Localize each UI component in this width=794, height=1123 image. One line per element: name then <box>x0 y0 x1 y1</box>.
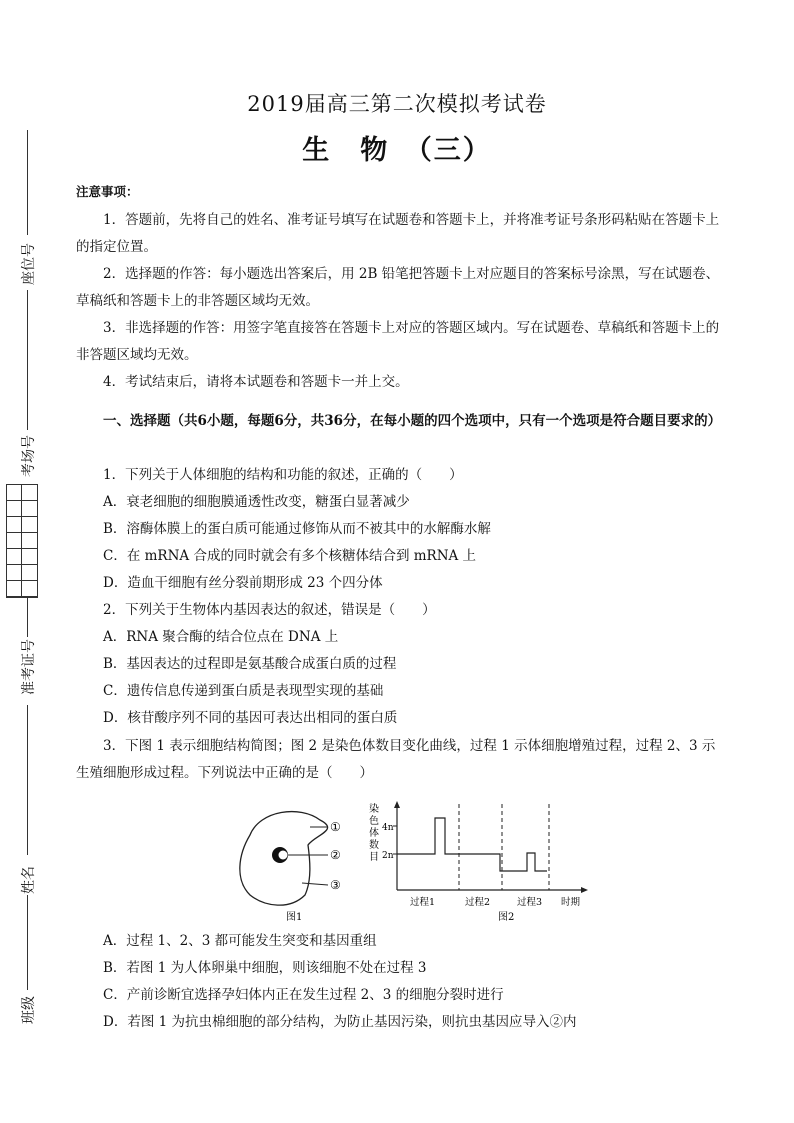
fig1-label-3: ③ <box>330 878 341 892</box>
number-box-grid <box>6 484 38 598</box>
fig1-caption: 图1 <box>286 912 303 923</box>
seat-label: 座位号 <box>21 243 37 285</box>
figure2-chromosome-curve <box>365 798 595 926</box>
question-option: B．若图 1 为人体卵巢中细胞，则该细胞不处在过程 3 <box>103 960 427 976</box>
question-option: D．核苷酸序列不同的基因可表达出相同的蛋白质 <box>103 710 398 726</box>
question-option: B．溶酶体膜上的蛋白质可能通过修饰从而不被其中的水解酶水解 <box>103 521 491 537</box>
room-label: 考场号 <box>21 435 37 477</box>
x-label-process1: 过程1 <box>410 897 436 908</box>
y-axis-char: 数 <box>369 840 379 851</box>
margin-line <box>27 130 28 235</box>
margin-line <box>27 597 28 637</box>
question-option: C．在 mRNA 合成的同时就会有多个核糖体结合到 mRNA 上 <box>103 548 477 564</box>
notice-heading: 注意事项： <box>76 184 139 199</box>
subject-title: 生 物 （三） <box>302 135 492 166</box>
y-axis-char: 体 <box>369 828 379 839</box>
question-option: D．若图 1 为抗虫棉细胞的部分结构，为防止基因污染，则抗虫基因应导入②内 <box>103 1014 577 1030</box>
admission-label: 准考证号 <box>21 639 37 695</box>
section-heading: 一、选择题（共6小题，每题6分，共36分，在每小题的四个选项中，只有一个选项是符合题目要求的） <box>103 413 722 429</box>
question-stem: 2．下列关于生物体内基因表达的叙述，错误是（ ） <box>103 602 436 618</box>
question-option: A．RNA 聚合酶的结合位点在 DNA 上 <box>103 629 339 645</box>
exam-title: 2019届高三第二次模拟考试卷 <box>247 92 547 116</box>
fig1-label-1: ① <box>330 820 341 834</box>
notice-item: 2．选择题的作答：每小题选出答案后，用 2B 铅笔把答题卡上对应题目的答案标号涂黑，写在试题卷、草稿纸和答题卡上的非答题区域均无效。 <box>76 266 720 309</box>
x-label-period: 时期 <box>561 897 581 908</box>
question-option: B．基因表达的过程即是氨基酸合成蛋白质的过程 <box>103 656 397 672</box>
question-stem: 3．下图 1 表示细胞结构简图；图 2 是染色体数目变化曲线，过程 1 示体细胞增殖过程，过程 2、3 示生殖细胞形成过程。下列说法中正确的是（ ） <box>76 738 716 781</box>
y-axis-char: 染 <box>369 804 379 815</box>
class-label: 班级 <box>21 996 37 1024</box>
y-tick-2n: 2n <box>382 851 394 861</box>
fig1-label-2: ② <box>330 848 341 862</box>
notice-item: 1．答题前，先将自己的姓名、准考证号填写在试题卷和答题卡上，并将准考证号条形码粘贴在答题卡上的指定位置。 <box>76 212 720 255</box>
y-axis-char: 色 <box>369 816 379 827</box>
margin-line <box>27 290 28 430</box>
question-option: C．产前诊断宜选择孕妇体内正在发生过程 2、3 的细胞分裂时进行 <box>103 987 504 1003</box>
notice-item: 4．考试结束后，请将本试题卷和答题卡一并上交。 <box>103 374 409 390</box>
x-label-process3: 过程3 <box>517 897 543 908</box>
margin-line <box>27 895 28 990</box>
figure1-cell-diagram <box>230 805 360 925</box>
question-option: D．造血干细胞有丝分裂前期形成 23 个四分体 <box>103 575 383 591</box>
question-option: A．衰老细胞的细胞膜通透性改变，糖蛋白显著减少 <box>103 494 410 510</box>
name-label: 姓名 <box>21 866 37 894</box>
question-option: C．遗传信息传递到蛋白质是表现型实现的基础 <box>103 683 384 699</box>
notice-item: 3．非选择题的作答：用签字笔直接答在答题卡上对应的答题区域内。写在试题卷、草稿纸和答题卡上的非答题区域均无效。 <box>76 320 720 363</box>
question-stem: 1．下列关于人体细胞的结构和功能的叙述，正确的（ ） <box>103 467 463 483</box>
question-option: A．过程 1、2、3 都可能发生突变和基因重组 <box>103 933 377 949</box>
y-tick-4n: 4n <box>382 823 394 833</box>
x-label-process2: 过程2 <box>465 897 491 908</box>
fig2-caption: 图2 <box>498 912 515 923</box>
margin-line <box>27 705 28 855</box>
y-axis-char: 目 <box>369 852 379 863</box>
